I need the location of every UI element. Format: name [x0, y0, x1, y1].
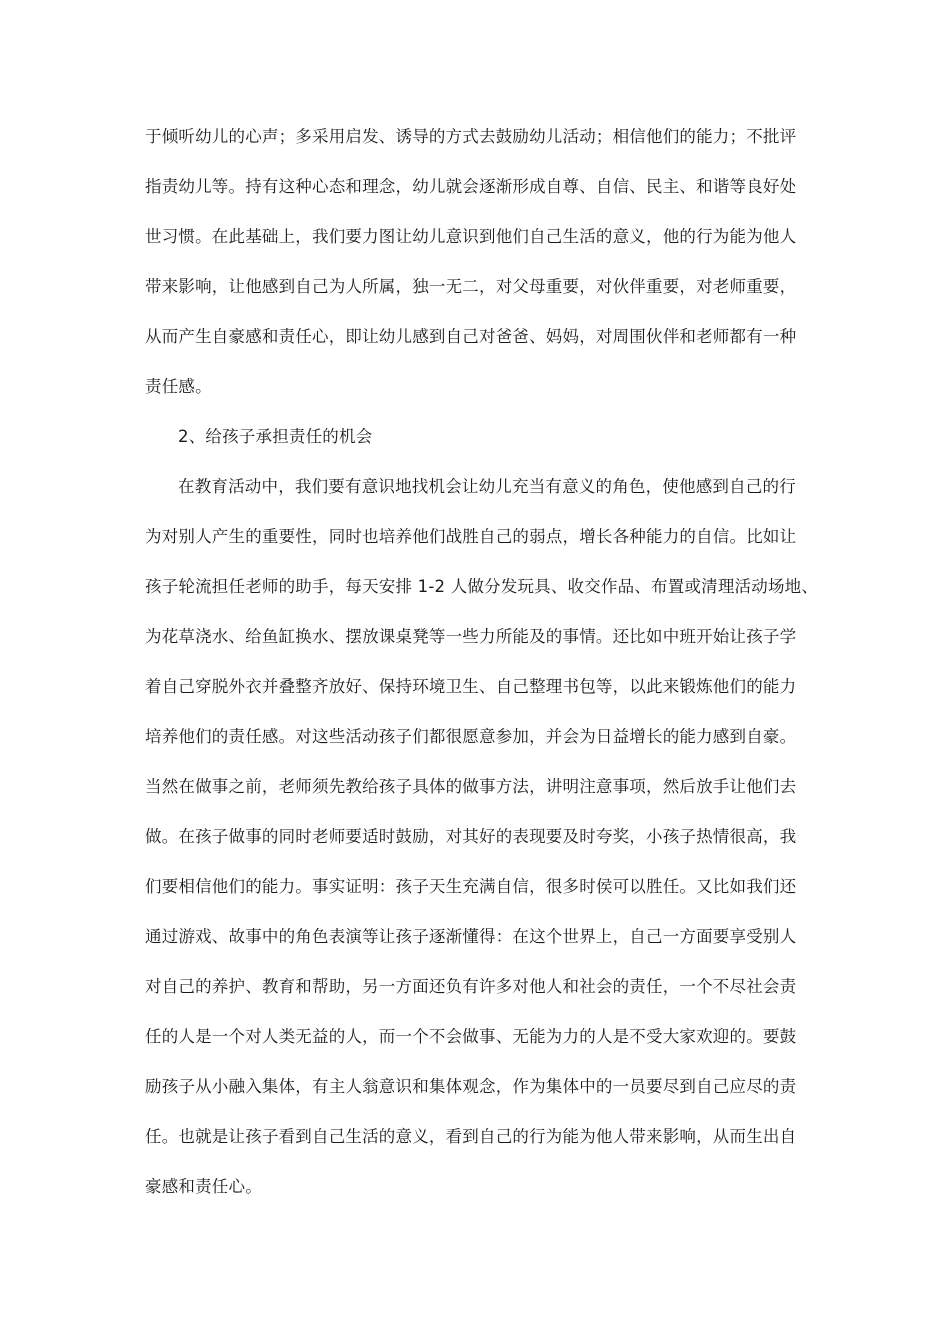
text-line: 在教育活动中，我们要有意识地找机会让幼儿充当有意义的角色，使他感到自己的行 — [178, 477, 796, 496]
text-line: 培养他们的责任感。对这些活动孩子们都很愿意参加，并会为日益增长的能力感到自豪。 — [145, 727, 797, 746]
text-line: 豪感和责任心。 — [145, 1177, 262, 1196]
section-heading: 2、给孩子承担责任的机会 — [178, 427, 373, 446]
text-line: 着自己穿脱外衣并叠整齐放好、保持环境卫生、自己整理书包等，以此来锻炼他们的能力 — [145, 677, 797, 696]
text-line: 们要相信他们的能力。事实证明：孩子天生充满自信，很多时侯可以胜任。又比如我们还 — [145, 877, 797, 896]
text-line: 为对别人产生的重要性，同时也培养他们战胜自己的弱点，增长各种能力的自信。比如让 — [145, 527, 797, 546]
text-line: 指责幼儿等。持有这种心态和理念，幼儿就会逐渐形成自尊、自信、民主、和谐等良好处 — [145, 177, 797, 196]
text-line: 当然在做事之前，老师须先教给孩子具体的做事方法，讲明注意事项，然后放手让他们去 — [145, 777, 797, 796]
text-line: 从而产生自豪感和责任心，即让幼儿感到自己对爸爸、妈妈，对周围伙伴和老师都有一种 — [145, 327, 797, 346]
text-line: 对自己的养护、教育和帮助，另一方面还负有许多对他人和社会的责任，一个不尽社会责 — [145, 977, 797, 996]
text-line: 为花草浇水、给鱼缸换水、摆放课桌凳等一些力所能及的事情。还比如中班开始让孩子学 — [145, 627, 797, 646]
text-line: 责任感。 — [145, 377, 212, 396]
text-line: 励孩子从小融入集体，有主人翁意识和集体观念，作为集体中的一员要尽到自己应尽的责 — [145, 1077, 797, 1096]
text-line: 孩子轮流担任老师的助手，每天安排 1-2 人做分发玩具、收交作品、布置或清理活动场地、 — [145, 577, 819, 596]
text-line: 做。在孩子做事的同时老师要适时鼓励，对其好的表现要及时夸奖，小孩子热情很高，我 — [145, 827, 797, 846]
text-line: 世习惯。在此基础上，我们要力图让幼儿意识到他们自己生活的意义，他的行为能为他人 — [145, 227, 797, 246]
text-line: 任。也就是让孩子看到自己生活的意义，看到自己的行为能为他人带来影响，从而生出自 — [145, 1127, 797, 1146]
text-line: 带来影响，让他感到自己为人所属，独一无二，对父母重要，对伙伴重要，对老师重要， — [145, 277, 797, 296]
text-line: 任的人是一个对人类无益的人，而一个不会做事、无能为力的人是不受大家欢迎的。要鼓 — [145, 1027, 797, 1046]
text-line: 通过游戏、故事中的角色表演等让孩子逐渐懂得：在这个世界上，自己一方面要享受别人 — [145, 927, 797, 946]
text-line: 于倾听幼儿的心声；多采用启发、诱导的方式去鼓励幼儿活动；相信他们的能力；不批评 — [145, 127, 797, 146]
